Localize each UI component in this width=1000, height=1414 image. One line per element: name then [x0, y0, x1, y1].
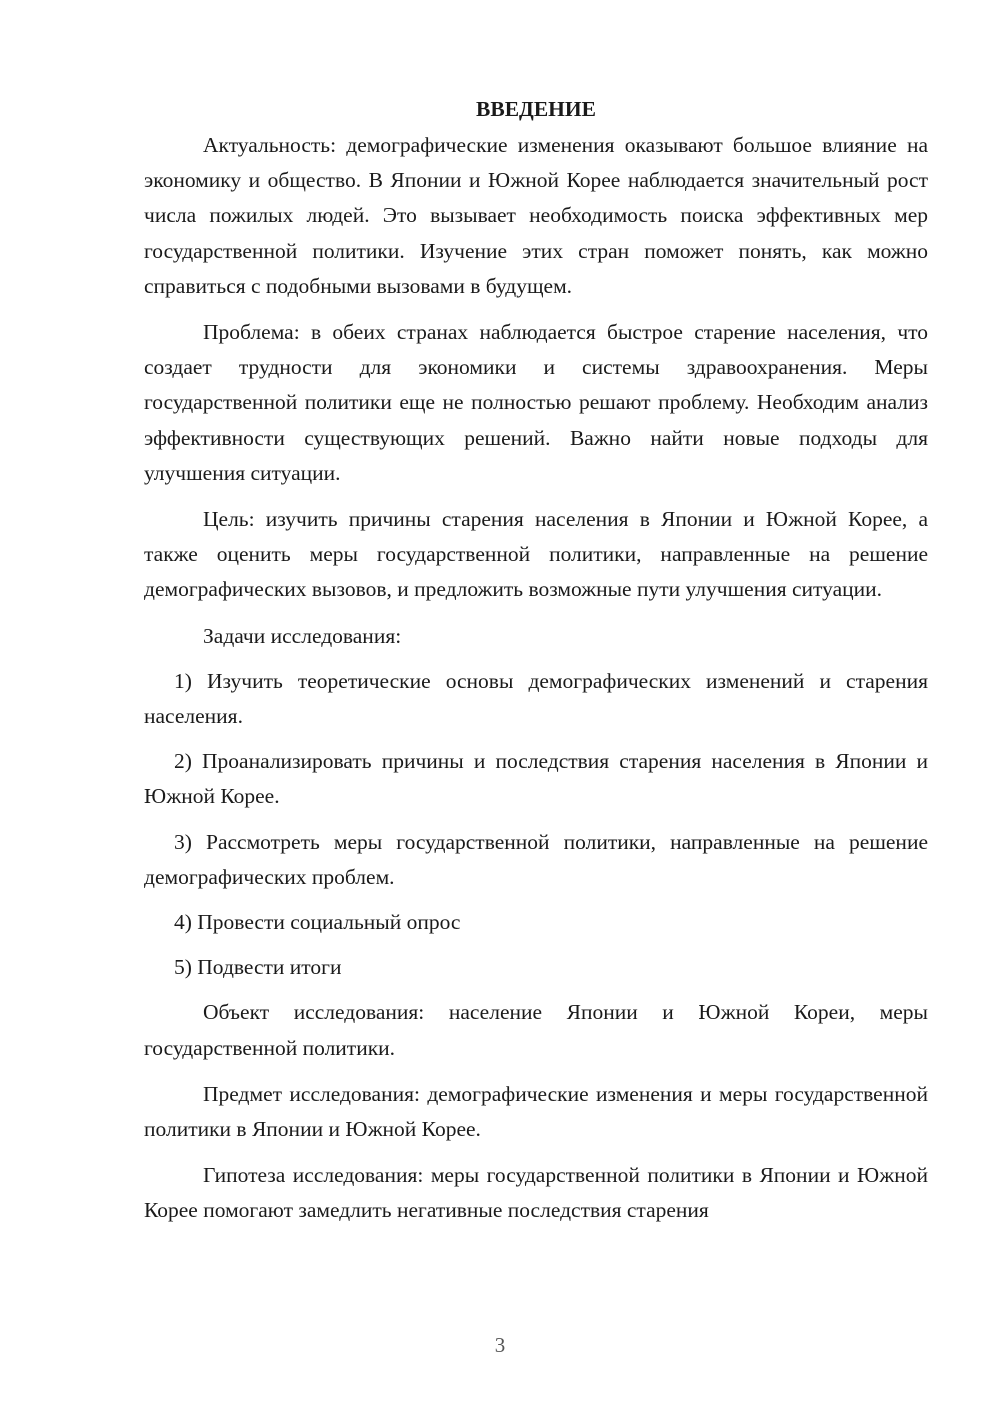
- section-title: ВВЕДЕНИЕ: [476, 97, 596, 121]
- task-item-5: 5) Подвести итоги: [174, 955, 342, 980]
- paragraph-object: Объект исследования: население Японии и Южной Кореи, меры государственной политики.: [144, 1000, 928, 1060]
- document-page: [144, 92, 928, 1240]
- paragraph-subject: Предмет исследования: демографические изменения и меры государственной политики в Японии и Южной Корее.: [144, 1081, 928, 1142]
- paragraph-relevance: Актуальность: демографические изменения оказывают большое влияние на экономику и общество. В Японии и Южной Корее наблюдается значительный рост числа пожилых людей. Это вызывает необходимость поиска эффективных мер государственной политики. Изучение этих стран поможет понять, как можно справиться с подобными вызовами в будущем.: [144, 133, 928, 298]
- tasks-heading: Задачи исследования:: [203, 623, 402, 648]
- task-item-1: 1) Изучить теоретические основы демографических изменений и старения населения.: [144, 668, 928, 729]
- task-item-4: 4) Провести социальный опрос: [174, 910, 461, 935]
- paragraph-goal: Цель: изучить причины старения населения в Японии и Южной Корее, а также оценить меры государственной политики, направленные на решение демографических вызовов, и предложить возможные пути улучшения ситуации.: [144, 507, 928, 602]
- paragraph-problem: Проблема: в обеих странах наблюдается быстрое старение населения, что создает трудности для экономики и системы здравоохранения. Меры государственной политики еще не полностью решают проблему. Необходим анализ эффективности существующих решений. Важно найти новые подходы для улучшения ситуации.: [144, 320, 928, 485]
- paragraph-hypothesis: Гипотеза исследования: меры государственной политики в Японии и Южной Корее помогают замедлить негативные последствия старения: [144, 1163, 928, 1223]
- page-number: 3: [494, 1333, 506, 1357]
- task-item-3: 3) Рассмотреть меры государственной политики, направленные на решение демографических проблем.: [144, 829, 928, 889]
- task-item-2: 2) Проанализировать причины и последствия старения населения в Японии и Южной Корее.: [144, 749, 928, 809]
